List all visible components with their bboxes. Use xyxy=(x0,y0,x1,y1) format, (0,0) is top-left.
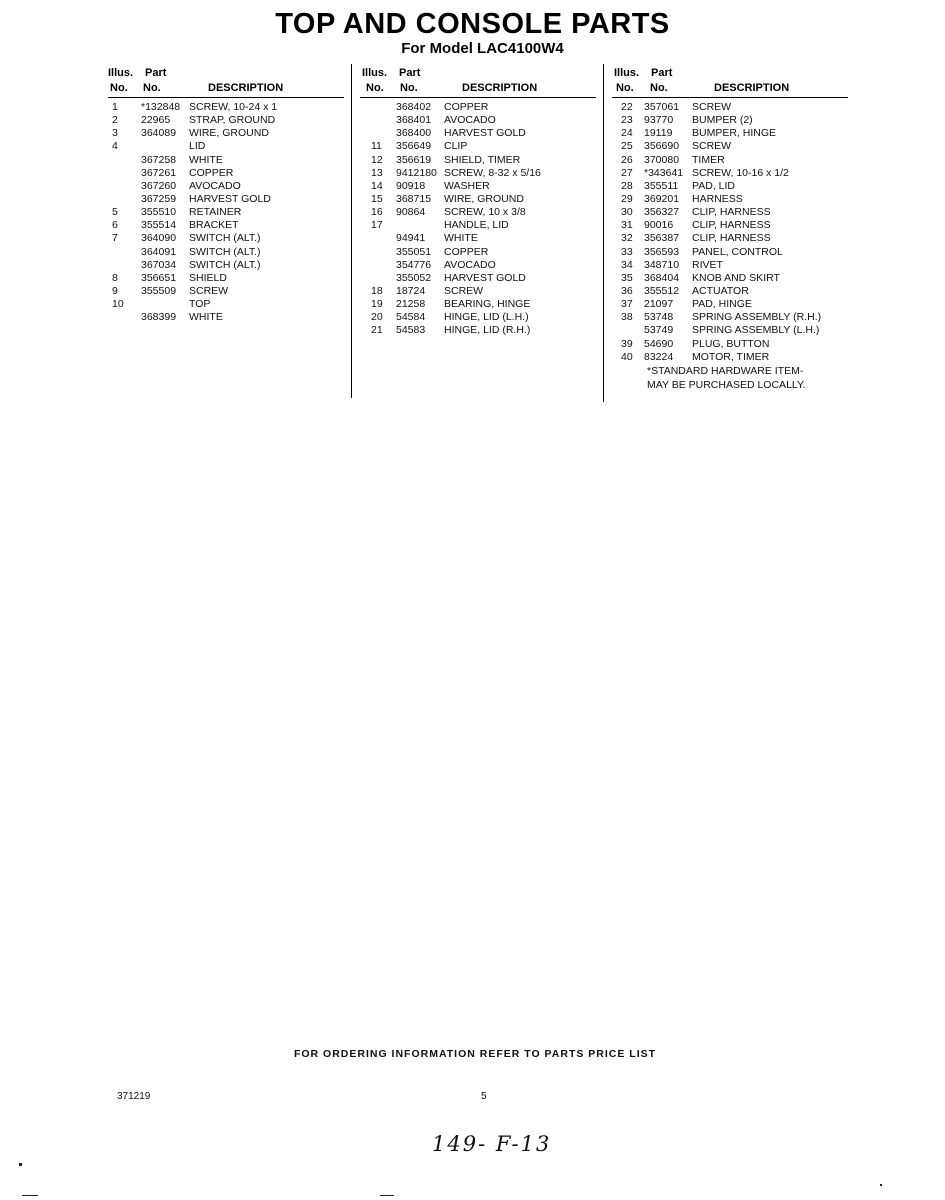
table-row xyxy=(604,101,849,114)
illus-number: 33 xyxy=(621,245,633,258)
part-number: 364090 xyxy=(141,232,177,245)
part-description: WASHER xyxy=(444,179,490,192)
part-description: SWITCH (ALT.) xyxy=(189,258,261,271)
model-subtitle: For Model LAC4100W4 xyxy=(401,40,564,57)
part-header: Part xyxy=(651,67,673,79)
parts-column-1 xyxy=(108,64,344,324)
part-number: 9412180 xyxy=(396,166,437,179)
part-description: WIRE, GROUND xyxy=(189,127,269,140)
parts-column-2 xyxy=(351,64,597,398)
table-row xyxy=(604,206,849,219)
part-number: 367259 xyxy=(141,192,177,205)
parts-rows xyxy=(352,101,597,338)
table-row xyxy=(604,259,849,272)
part-description: RETAINER xyxy=(189,206,242,219)
illus-number: 6 xyxy=(112,219,118,232)
part-description: BUMPER, HINGE xyxy=(692,127,777,140)
scan-speck xyxy=(380,1195,394,1196)
illus-number: 22 xyxy=(621,101,633,113)
part-number: 368400 xyxy=(396,127,432,140)
part-no-header: No. xyxy=(143,82,161,94)
part-number: 90918 xyxy=(396,179,426,192)
part-number: 354776 xyxy=(396,258,432,271)
table-row xyxy=(108,180,344,193)
table-row xyxy=(108,232,344,245)
illus-number: 28 xyxy=(621,179,633,192)
part-no-header: No. xyxy=(400,82,418,94)
part-description: SWITCH (ALT.) xyxy=(189,232,261,245)
table-row xyxy=(108,272,344,285)
table-row xyxy=(108,101,344,114)
part-description: MOTOR, TIMER xyxy=(692,350,770,363)
illus-number: 32 xyxy=(621,232,633,245)
part-number: 54583 xyxy=(396,324,426,337)
hardware-note-line-1: *STANDARD HARDWARE ITEM- xyxy=(647,364,804,377)
part-description: WHITE xyxy=(189,311,223,324)
table-row xyxy=(352,140,597,153)
illus-number: 29 xyxy=(621,192,633,205)
illus-header: Illus. xyxy=(108,67,134,79)
part-description: COPPER xyxy=(189,166,234,179)
table-row xyxy=(604,154,849,167)
scan-speck xyxy=(880,1184,882,1186)
part-number: 364091 xyxy=(141,245,177,258)
part-description: SCREW xyxy=(189,284,229,297)
table-row xyxy=(108,259,344,272)
part-number: 53748 xyxy=(644,311,674,324)
part-number: 356619 xyxy=(396,153,432,166)
part-description: SCREW xyxy=(692,101,732,113)
illus-header: Illus. xyxy=(614,67,640,79)
illus-number: 8 xyxy=(112,271,118,284)
illus-number: 17 xyxy=(371,219,383,232)
table-row xyxy=(604,338,849,351)
part-description: SCREW, 10-16 x 1/2 xyxy=(692,166,789,179)
parts-rows xyxy=(108,101,344,324)
part-description: CLIP, HARNESS xyxy=(692,232,771,245)
part-number: 355514 xyxy=(141,219,177,232)
part-number: 367034 xyxy=(141,258,177,271)
table-row xyxy=(108,193,344,206)
part-description: SCREW xyxy=(692,140,732,153)
part-description: WHITE xyxy=(444,232,478,245)
part-header: Part xyxy=(399,67,421,79)
header-rule xyxy=(612,97,848,98)
part-description: STRAP, GROUND xyxy=(189,114,276,127)
illus-number: 20 xyxy=(371,311,383,324)
parts-rows xyxy=(604,101,849,364)
illus-number: 1 xyxy=(112,101,118,113)
scan-speck xyxy=(22,1195,38,1196)
part-description: BUMPER (2) xyxy=(692,114,753,127)
part-description: HARNESS xyxy=(692,192,743,205)
part-description: HARVEST GOLD xyxy=(189,192,271,205)
table-row xyxy=(604,351,849,364)
part-number: 21258 xyxy=(396,298,426,311)
part-description: CLIP xyxy=(444,140,468,153)
illus-number: 40 xyxy=(621,350,633,363)
illus-number: 25 xyxy=(621,140,633,153)
table-row xyxy=(108,154,344,167)
table-row xyxy=(604,180,849,193)
part-description: SHIELD xyxy=(189,271,227,284)
part-number: 356690 xyxy=(644,140,680,153)
part-description: TOP xyxy=(189,298,211,311)
illus-header: Illus. xyxy=(362,67,388,79)
table-row xyxy=(108,219,344,232)
table-row xyxy=(352,154,597,167)
illus-number: 16 xyxy=(371,206,383,219)
illus-number: 2 xyxy=(112,114,118,127)
part-number: 370080 xyxy=(644,153,680,166)
illus-number: 36 xyxy=(621,284,633,297)
part-number: 83224 xyxy=(644,350,674,363)
part-description: CLIP, HARNESS xyxy=(692,219,771,232)
ordering-info-footer: FOR ORDERING INFORMATION REFER TO PARTS PRICE LIST xyxy=(293,1048,657,1060)
illus-no-header: No. xyxy=(366,82,384,94)
part-number: 356593 xyxy=(644,245,680,258)
table-row xyxy=(108,206,344,219)
part-description: TIMER xyxy=(692,153,725,166)
part-number: 348710 xyxy=(644,258,680,271)
description-header: DESCRIPTION xyxy=(208,82,284,94)
illus-number: 21 xyxy=(371,324,383,337)
part-number: 356387 xyxy=(644,232,680,245)
illus-number: 12 xyxy=(371,153,383,166)
header-rule xyxy=(108,97,344,98)
part-number: 367260 xyxy=(141,179,177,192)
part-description: SHIELD, TIMER xyxy=(444,153,521,166)
table-row xyxy=(108,127,344,140)
table-row xyxy=(352,101,597,114)
part-number: 356649 xyxy=(396,140,432,153)
illus-number: 35 xyxy=(621,271,633,284)
description-header: DESCRIPTION xyxy=(714,82,790,94)
table-row xyxy=(352,219,597,232)
table-row xyxy=(108,298,344,311)
part-header: Part xyxy=(145,67,167,79)
part-description: SPRING ASSEMBLY (L.H.) xyxy=(692,324,820,337)
part-number: 355052 xyxy=(396,271,432,284)
table-row xyxy=(604,324,849,337)
column-header xyxy=(604,64,849,98)
illus-number: 38 xyxy=(621,311,633,324)
illus-number: 9 xyxy=(112,284,118,297)
illus-number: 39 xyxy=(621,337,633,350)
part-number: 368404 xyxy=(644,271,680,284)
part-description: COPPER xyxy=(444,101,489,113)
part-number: 356651 xyxy=(141,271,177,284)
part-number: 19119 xyxy=(644,127,673,140)
part-description: AVOCADO xyxy=(444,258,496,271)
part-number: 54584 xyxy=(396,311,426,324)
part-number: *132848 xyxy=(141,101,181,113)
part-number: 368715 xyxy=(396,192,432,205)
part-number: 367258 xyxy=(141,153,177,166)
part-description: SCREW, 10 x 3/8 xyxy=(444,206,526,219)
part-number: 368399 xyxy=(141,311,177,324)
table-row xyxy=(604,232,849,245)
hardware-note-line-2: MAY BE PURCHASED LOCALLY. xyxy=(647,378,806,391)
part-description: PAD, HINGE xyxy=(692,298,752,311)
table-row xyxy=(352,127,597,140)
illus-number: 31 xyxy=(621,219,633,232)
part-description: RIVET xyxy=(692,258,723,271)
part-description: ACTUATOR xyxy=(692,284,749,297)
illus-number: 15 xyxy=(371,192,383,205)
part-description: SCREW xyxy=(444,284,484,297)
illus-number: 10 xyxy=(112,298,124,311)
illus-number: 23 xyxy=(621,114,633,127)
illus-number: 27 xyxy=(621,166,633,179)
table-row xyxy=(108,167,344,180)
illus-number: 37 xyxy=(621,298,633,311)
part-description: SPRING ASSEMBLY (R.H.) xyxy=(692,311,822,324)
table-row xyxy=(108,285,344,298)
part-number: 356327 xyxy=(644,206,680,219)
table-row xyxy=(352,298,597,311)
page-number: 5 xyxy=(481,1091,487,1102)
part-description: SCREW, 10-24 x 1 xyxy=(189,101,278,113)
document-number: 371219 xyxy=(117,1091,151,1102)
part-description: KNOB AND SKIRT xyxy=(692,271,780,284)
part-number: 357061 xyxy=(644,101,680,113)
part-number: 367261 xyxy=(141,166,177,179)
page-title: TOP AND CONSOLE PARTS xyxy=(275,8,670,40)
illus-number: 4 xyxy=(112,140,118,153)
part-no-header: No. xyxy=(650,82,668,94)
table-row xyxy=(352,246,597,259)
table-row xyxy=(352,324,597,337)
illus-number: 26 xyxy=(621,153,633,166)
part-number: 355509 xyxy=(141,284,177,297)
table-row xyxy=(604,114,849,127)
description-header: DESCRIPTION xyxy=(462,82,538,94)
table-row xyxy=(604,285,849,298)
part-description: HINGE, LID (R.H.) xyxy=(444,324,531,337)
handwritten-note: 149- F-13 xyxy=(432,1132,552,1156)
illus-number: 5 xyxy=(112,206,118,219)
part-description: PANEL, CONTROL xyxy=(692,245,783,258)
table-row xyxy=(108,311,344,324)
table-row xyxy=(352,232,597,245)
part-number: 355051 xyxy=(396,245,432,258)
part-description: PAD, LID xyxy=(692,179,735,192)
part-number: 368401 xyxy=(396,114,432,127)
part-description: LID xyxy=(189,140,206,153)
part-description: HANDLE, LID xyxy=(444,219,509,232)
scan-speck xyxy=(19,1163,22,1166)
part-number: 355511 xyxy=(644,179,679,192)
part-description: WHITE xyxy=(189,153,223,166)
table-row xyxy=(352,259,597,272)
table-row xyxy=(352,285,597,298)
part-description: PLUG, BUTTON xyxy=(692,337,770,350)
table-row xyxy=(604,246,849,259)
table-row xyxy=(108,246,344,259)
parts-column-3 xyxy=(603,64,849,402)
part-description: HARVEST GOLD xyxy=(444,127,526,140)
part-description: WIRE, GROUND xyxy=(444,192,524,205)
table-row xyxy=(604,311,849,324)
part-number: 53749 xyxy=(644,324,674,337)
part-description: AVOCADO xyxy=(444,114,496,127)
part-number: 355512 xyxy=(644,284,680,297)
part-number: 93770 xyxy=(644,114,674,127)
part-description: AVOCADO xyxy=(189,179,241,192)
part-number: 355510 xyxy=(141,206,177,219)
part-description: BEARING, HINGE xyxy=(444,298,531,311)
column-header xyxy=(108,64,344,98)
table-row xyxy=(604,193,849,206)
table-row xyxy=(352,272,597,285)
table-row xyxy=(108,140,344,153)
part-number: 18724 xyxy=(396,284,426,297)
table-row xyxy=(604,298,849,311)
table-row xyxy=(352,167,597,180)
illus-number: 24 xyxy=(621,127,633,140)
table-row xyxy=(352,193,597,206)
illus-number: 19 xyxy=(371,298,383,311)
table-row xyxy=(352,114,597,127)
part-number: 90016 xyxy=(644,219,674,232)
illus-number: 30 xyxy=(621,206,633,219)
table-row xyxy=(108,114,344,127)
part-description: CLIP, HARNESS xyxy=(692,206,771,219)
table-row xyxy=(604,127,849,140)
illus-number: 14 xyxy=(371,179,383,192)
part-number: *343641 xyxy=(644,166,684,179)
part-description: HINGE, LID (L.H.) xyxy=(444,311,529,324)
table-row xyxy=(604,140,849,153)
illus-number: 13 xyxy=(371,166,383,179)
illus-number: 18 xyxy=(371,284,383,297)
illus-no-header: No. xyxy=(616,82,634,94)
table-row xyxy=(352,180,597,193)
part-description: COPPER xyxy=(444,245,489,258)
column-header xyxy=(352,64,597,98)
table-row xyxy=(604,167,849,180)
table-row xyxy=(352,311,597,324)
part-number: 90864 xyxy=(396,206,426,219)
illus-number: 7 xyxy=(112,232,118,245)
table-row xyxy=(604,219,849,232)
part-number: 369201 xyxy=(644,192,680,205)
part-number: 54690 xyxy=(644,337,674,350)
illus-no-header: No. xyxy=(110,82,128,94)
table-row xyxy=(604,272,849,285)
illus-number: 11 xyxy=(371,140,382,153)
illus-number: 3 xyxy=(112,127,118,140)
part-number: 21097 xyxy=(644,298,674,311)
part-description: HARVEST GOLD xyxy=(444,271,526,284)
part-description: SCREW, 8-32 x 5/16 xyxy=(444,166,541,179)
part-number: 364089 xyxy=(141,127,177,140)
part-description: SWITCH (ALT.) xyxy=(189,245,261,258)
part-number: 94941 xyxy=(396,232,426,245)
illus-number: 34 xyxy=(621,258,633,271)
table-row xyxy=(352,206,597,219)
part-number: 368402 xyxy=(396,101,432,113)
header-rule xyxy=(360,97,596,98)
part-description: BRACKET xyxy=(189,219,239,232)
part-number: 22965 xyxy=(141,114,171,127)
